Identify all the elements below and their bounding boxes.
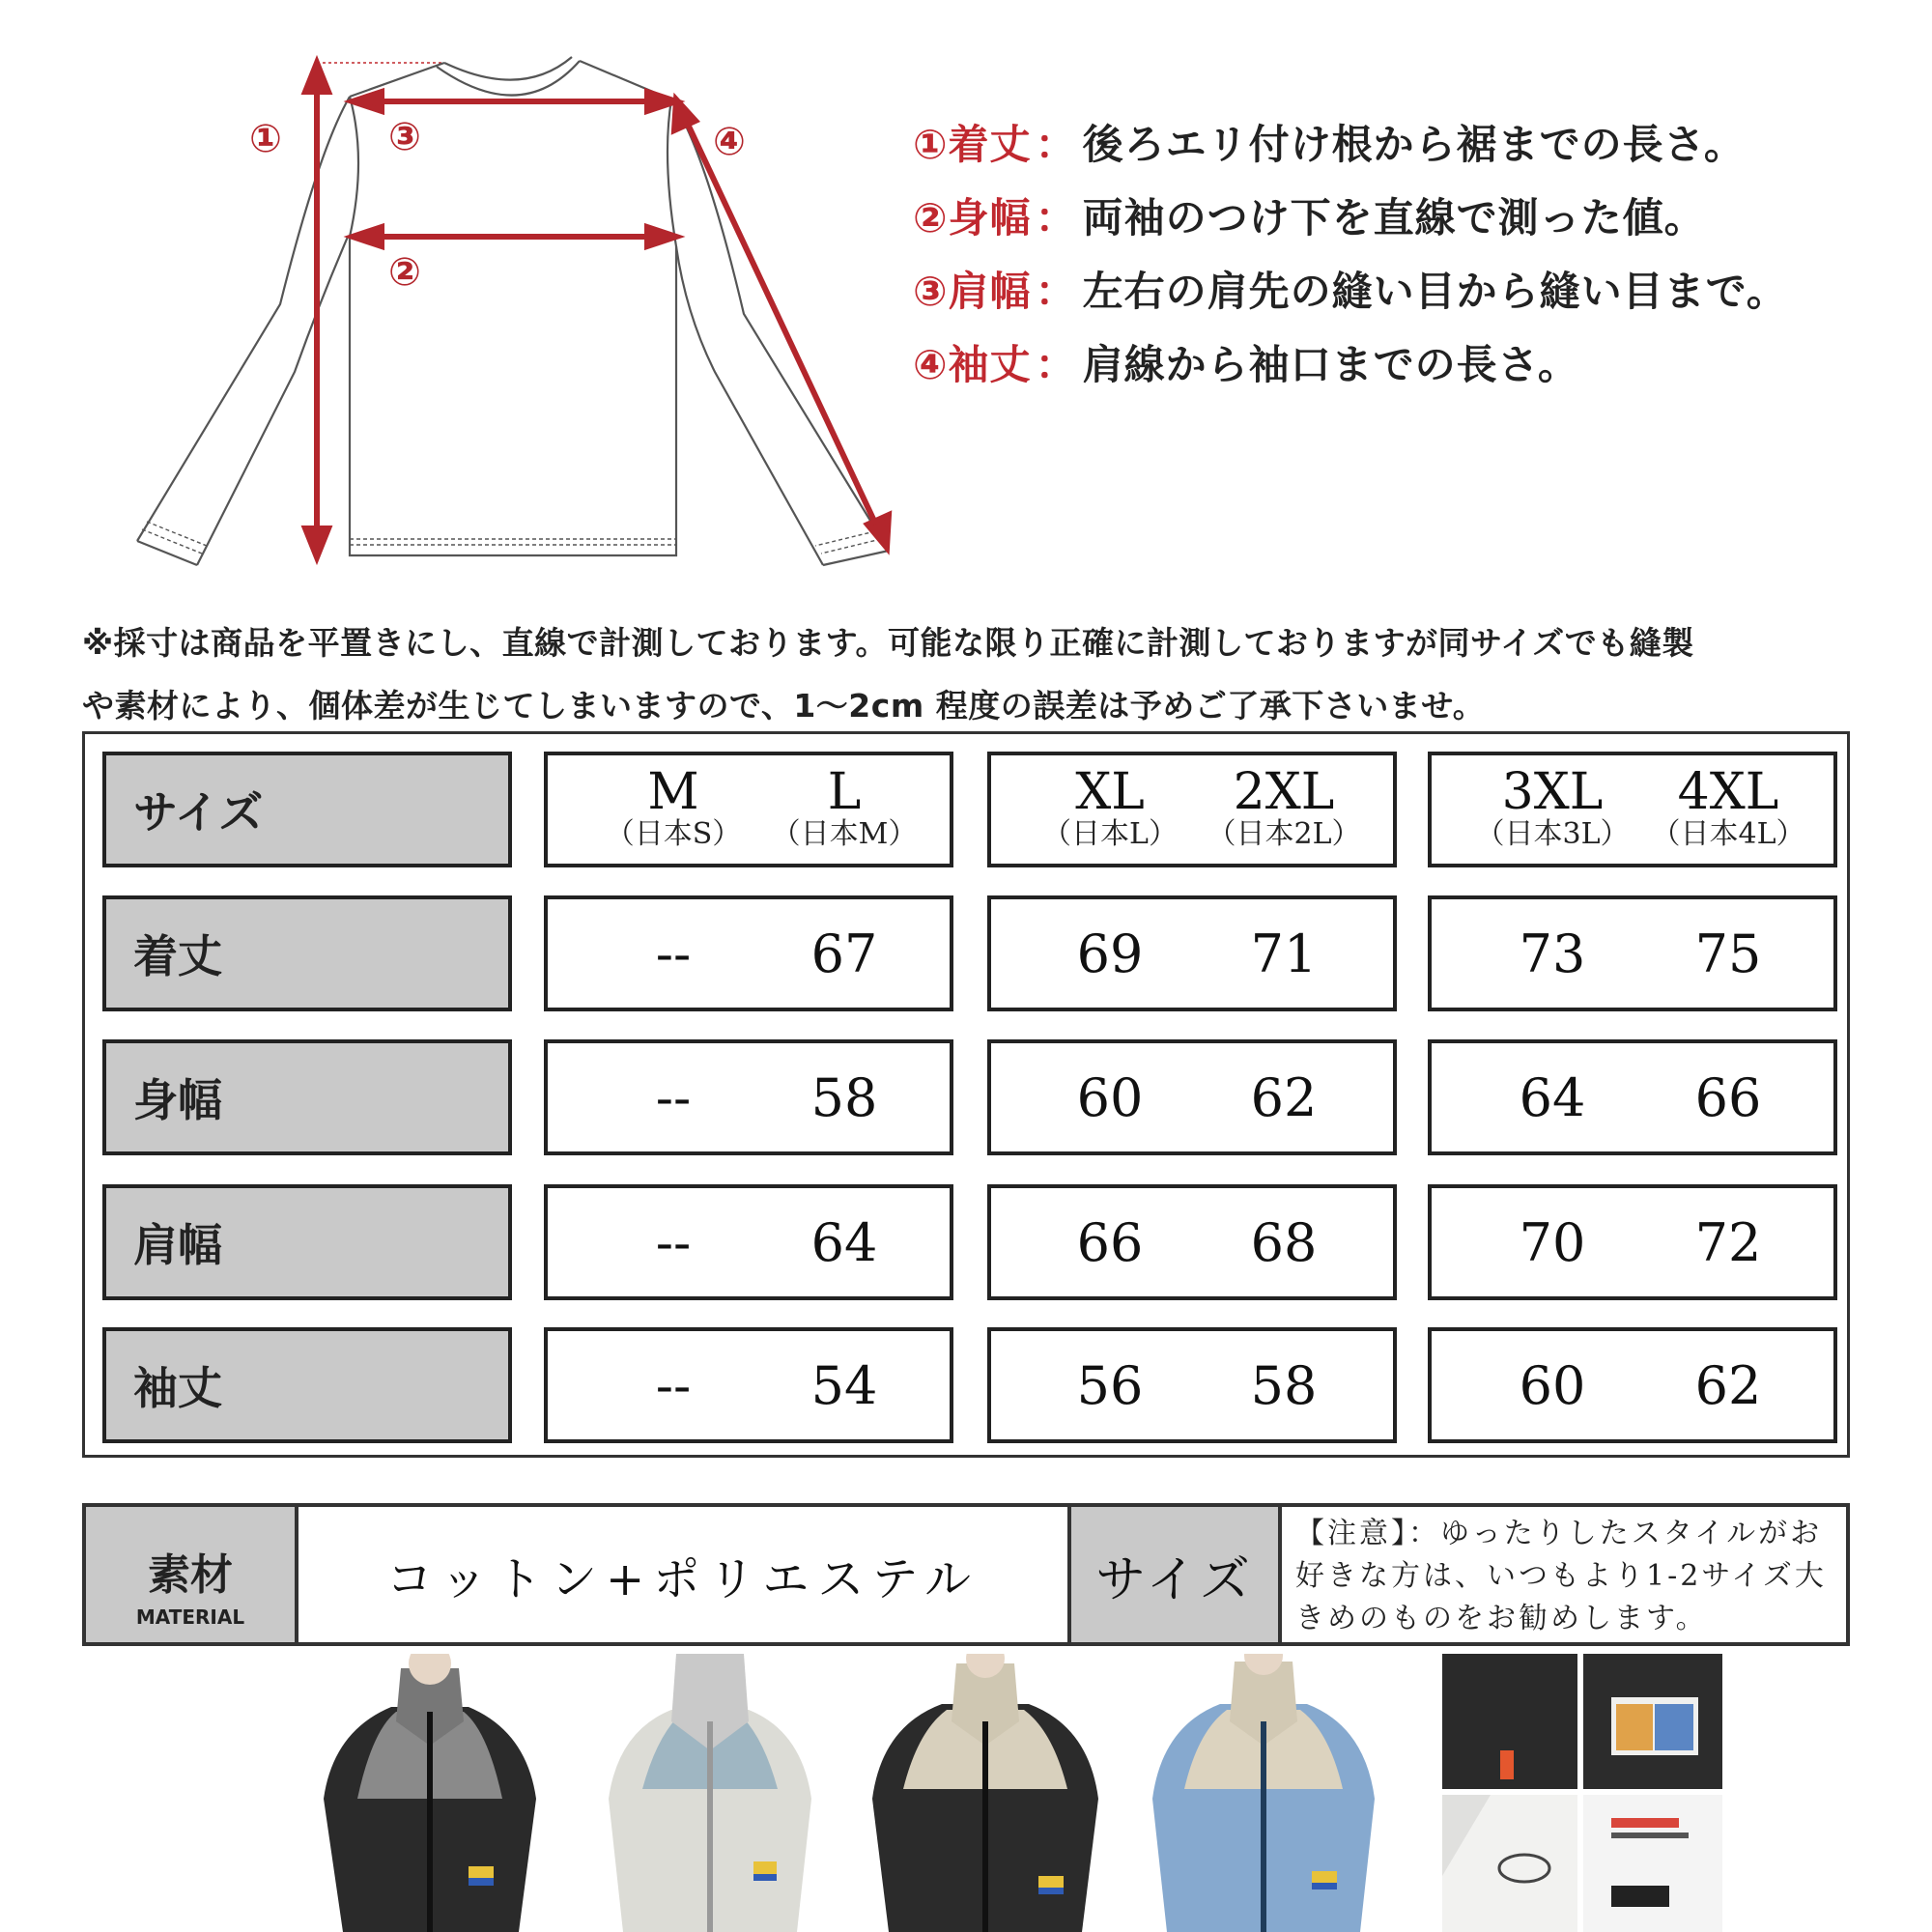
- value-cell: 69: [1076, 923, 1144, 984]
- size-header-l: L （日本M）: [771, 763, 918, 851]
- value-cell: 64: [1519, 1066, 1586, 1128]
- size-table: [82, 731, 1850, 1458]
- value-cell: --: [655, 1066, 692, 1128]
- garment-diagram: [126, 53, 908, 575]
- value-cell: 66: [1694, 1066, 1762, 1128]
- value-group: [544, 1039, 953, 1155]
- marker-4: ④: [713, 120, 746, 164]
- value-group: [987, 1039, 1397, 1155]
- value-cell: 58: [1250, 1354, 1318, 1416]
- material-value-cell: [298, 1507, 1071, 1642]
- size-note: 【注意】：ゆったりしたスタイルがお好きな方は、いつもより1-2サイズ大きめのものをお勧めします。: [1295, 1517, 1827, 1635]
- row-label-cell: [102, 1327, 512, 1443]
- value-cell: 60: [1076, 1066, 1144, 1128]
- value-cell: 71: [1250, 923, 1318, 984]
- size-label-cell: [1071, 1507, 1282, 1642]
- value-group: [987, 1184, 1397, 1300]
- size-header-group-2: [987, 752, 1397, 867]
- size-note-cell: [1282, 1507, 1846, 1642]
- row-label-width: 身幅: [133, 1074, 222, 1126]
- size-header-label: サイズ: [133, 786, 264, 838]
- value-cell: 62: [1694, 1354, 1762, 1416]
- value-cell: 72: [1694, 1211, 1762, 1273]
- legend-item-length: ①着丈： 後ろエリ付け根から裾までの長さ。: [913, 121, 1746, 168]
- size-label: サイズ: [1095, 1550, 1254, 1609]
- row-label-cell: [102, 1184, 512, 1300]
- photo-black-grey-jacket: [304, 1654, 555, 1932]
- size-header-xl: XL （日本L）: [1042, 763, 1178, 851]
- photo-white-blue-jacket: [584, 1654, 836, 1932]
- value-group: [544, 1327, 953, 1443]
- material-value: コットン+ポリエステル: [386, 1551, 980, 1606]
- legend-item-width: ②身幅： 両袖のつけ下を直線で測った値。: [913, 194, 1706, 242]
- value-group: [544, 1184, 953, 1300]
- value-cell: 64: [810, 1211, 878, 1273]
- size-header-group-3: [1428, 752, 1837, 867]
- marker-1: ①: [249, 117, 282, 161]
- value-group: [987, 895, 1397, 1011]
- material-label-cell: [86, 1507, 298, 1642]
- measurement-note-line-2: や素材により、個体差が生じてしまいますので、1～2cm 程度の誤差は予めご了承下さいませ。: [82, 687, 1486, 724]
- value-cell: 66: [1076, 1211, 1144, 1273]
- value-group: [1428, 1039, 1837, 1155]
- material-table: [82, 1503, 1850, 1646]
- material-label-en: MATERIAL: [135, 1605, 245, 1629]
- photo-black-beige-jacket: [855, 1654, 1116, 1932]
- row-label-cell: [102, 1039, 512, 1155]
- value-cell: --: [655, 923, 692, 984]
- row-label-sleeve: 袖丈: [133, 1362, 222, 1414]
- value-cell: 67: [810, 923, 878, 984]
- row-label-length: 着丈: [133, 930, 222, 982]
- value-cell: 60: [1519, 1354, 1586, 1416]
- value-group: [1428, 895, 1837, 1011]
- size-header-4xl: 4XL （日本4L）: [1651, 763, 1805, 851]
- value-group: [987, 1327, 1397, 1443]
- size-header-3xl: 3XL （日本3L）: [1475, 763, 1630, 851]
- measurement-note-line-1: ※採寸は商品を平置きにし、直線で計測しております。可能な限り正確に計測しておりますが同サイズでも縫製: [82, 624, 1694, 662]
- value-cell: 62: [1250, 1066, 1318, 1128]
- row-label-shoulder: 肩幅: [133, 1219, 222, 1271]
- value-group: [544, 895, 953, 1011]
- marker-2: ②: [388, 250, 421, 295]
- photo-detail-closeups: [1442, 1654, 1722, 1932]
- value-cell: 58: [810, 1066, 878, 1128]
- legend-item-shoulder: ③肩幅： 左右の肩先の縫い目から縫い目まで。: [913, 268, 1788, 315]
- value-cell: 54: [810, 1354, 878, 1416]
- value-cell: 70: [1519, 1211, 1586, 1273]
- value-cell: 56: [1076, 1354, 1144, 1416]
- value-cell: 75: [1694, 923, 1762, 984]
- row-label-cell: [102, 895, 512, 1011]
- size-header-label-cell: [102, 752, 512, 867]
- material-label: 素材: [148, 1550, 233, 1600]
- photo-blue-beige-jacket: [1138, 1654, 1389, 1932]
- legend-item-sleeve: ④袖丈： 肩線から袖口までの長さ。: [913, 341, 1579, 388]
- value-group: [1428, 1184, 1837, 1300]
- value-cell: 73: [1519, 923, 1586, 984]
- size-header-m: M （日本S）: [605, 763, 742, 851]
- value-cell: --: [655, 1211, 692, 1273]
- marker-3: ③: [388, 115, 421, 159]
- value-cell: 68: [1250, 1211, 1318, 1273]
- value-cell: --: [655, 1354, 692, 1416]
- value-group: [1428, 1327, 1837, 1443]
- size-header-group-1: [544, 752, 953, 867]
- size-header-2xl: 2XL （日本2L）: [1207, 763, 1361, 851]
